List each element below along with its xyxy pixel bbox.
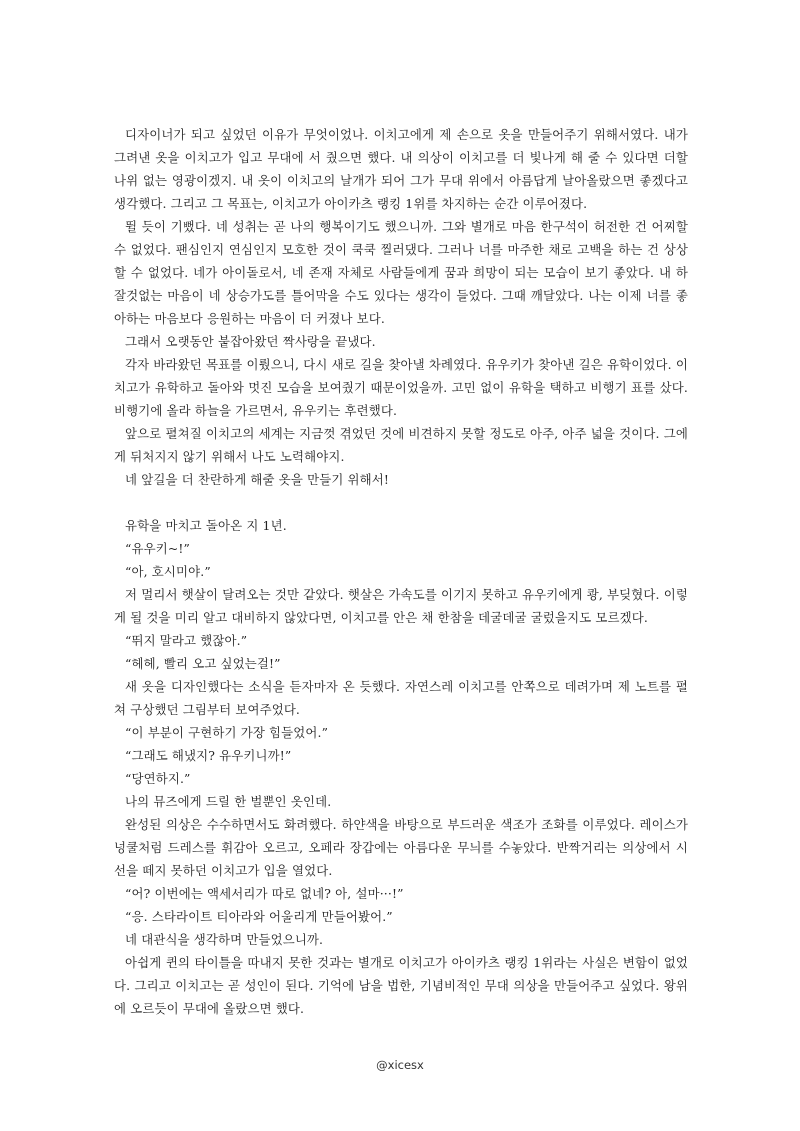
paragraph: 아쉽게 퀸의 타이틀을 따내지 못한 것과는 별개로 이치고가 아이카츠 랭킹 1위라는 사실은 변함이 없었다. 그리고 이치고는 곧 성인이 된다. 기억에 남을 법한, 기념비적인 무대 의상을 만들어주고 싶었다. 왕위에 오르듯이 무대에 올랐으면 했다. <box>114 955 688 1016</box>
dialogue-line: “유우키~!” <box>125 541 190 556</box>
paragraph: 저 멀리서 햇살이 달려오는 것만 같았다. 햇살은 가속도를 이기지 못하고 유우키에게 쾅, 부딪혔다. 이렇게 될 것을 미리 알고 대비하지 않았다면, 이치고를 안은 채 한참을 데굴데굴 굴렀을지도 모르겠다. <box>114 587 688 625</box>
paragraph: 네 대관식을 생각하며 만들었으니까. <box>125 932 324 947</box>
paragraph: 뛸 듯이 기뻤다. 네 성취는 곧 나의 행복이기도 했으니까. 그와 별개로 마음 한구석이 허전한 건 어찌할 수 없었다. 팬심인지 연심인지 모호한 것이 쿡쿡 찔러댔다. 그러나 너를 마주한 채로 고백을 하는 건 상상할 수 없었다. 네가 아이돌로서, 네 존재 자체로 사람들에게 꿈과 희망이 되는 모습이 보기 좋았다. 내 하잘것없는 마음이 네 상승가도를 틀어막을 수도 있다는 생각이 들었다. 그때 깨달았다. 나는 이제 너를 좋아하는 마음보다 응원하는 마음이 더 커졌나 보다. <box>114 219 688 326</box>
dialogue-line: “당연하지.” <box>125 771 191 786</box>
dialogue-line: “이 부분이 구현하기 가장 힘들었어.” <box>125 725 329 740</box>
paragraph: 그래서 오랫동안 붙잡아왔던 짝사랑을 끝냈다. <box>125 334 376 349</box>
dialogue-line: “응. 스타라이트 티아라와 어울리게 만들어봤어.” <box>125 909 393 924</box>
dialogue-line: “그래도 해냈지? 유우키니까!” <box>125 748 292 763</box>
paragraph: 새 옷을 디자인했다는 소식을 듣자마자 온 듯했다. 자연스레 이치고를 안쪽으로 데려가며 제 노트를 펼쳐 구상했던 그림부터 보여주었다. <box>114 679 688 717</box>
paragraph: 완성된 의상은 수수하면서도 화려했다. 하얀색을 바탕으로 부드러운 색조가 조화를 이루었다. 레이스가 넝쿨처럼 드레스를 휘감아 오르고, 오페라 장갑에는 아름다운 무늬를 수놓았다. 반짝거리는 의상에서 시선을 떼지 못하던 이치고가 입을 열었다. <box>114 817 688 878</box>
paragraph: 앞으로 펼쳐질 이치고의 세계는 지금껏 겪었던 것에 비견하지 못할 정도로 아주, 아주 넓을 것이다. 그에게 뒤처지지 않기 위해서 나도 노력해야지. <box>114 426 688 464</box>
paragraph: 네 앞길을 더 찬란하게 해줄 옷을 만들기 위해서! <box>125 472 390 487</box>
author-credit: @xicesx <box>376 1058 424 1072</box>
dialogue-line: “헤헤, 빨리 오고 싶었는걸!” <box>125 656 281 671</box>
paragraph: 디자이너가 되고 싶었던 이유가 무엇이었나. 이치고에게 제 손으로 옷을 만들어주기 위해서였다. 내가 그려낸 옷을 이치고가 입고 무대에 서 줬으면 했다. 내 의상이 이치고를 더 빛나게 해 줄 수 있다면 더할 나위 없는 영광이겠지. 내 옷이 이치고의 날개가 되어 그가 무대 위에서 아름답게 날아올랐으면 좋겠다고 생각했다. 그리고 그 목표는, 이치고가 아이카츠 랭킹 1위를 차지하는 순간 이루어졌다. <box>114 127 688 211</box>
paragraph: 유학을 마치고 돌아온 지 1년. <box>125 518 287 533</box>
dialogue-line: “어? 이번에는 액세서리가 따로 없네? 아, 설마···!” <box>125 886 404 901</box>
dialogue-line: “아, 호시미야.” <box>125 564 211 579</box>
story-body <box>114 123 688 1020</box>
paragraph: 나의 뮤즈에게 드릴 한 벌뿐인 옷인데. <box>125 794 332 809</box>
dialogue-line: “뛰지 말라고 했잖아.” <box>125 633 248 648</box>
paragraph: 각자 바라왔던 목표를 이뤘으니, 다시 새로 길을 찾아낼 차례였다. 유우키가 찾아낸 길은 유학이었다. 이치고가 유학하고 돌아와 멋진 모습을 보여줬기 때문이었을까. 고민 없이 유학을 택하고 비행기 표를 샀다. 비행기에 올라 하늘을 가르면서, 유우키는 후련했다. <box>114 357 688 418</box>
section-break <box>114 491 688 514</box>
